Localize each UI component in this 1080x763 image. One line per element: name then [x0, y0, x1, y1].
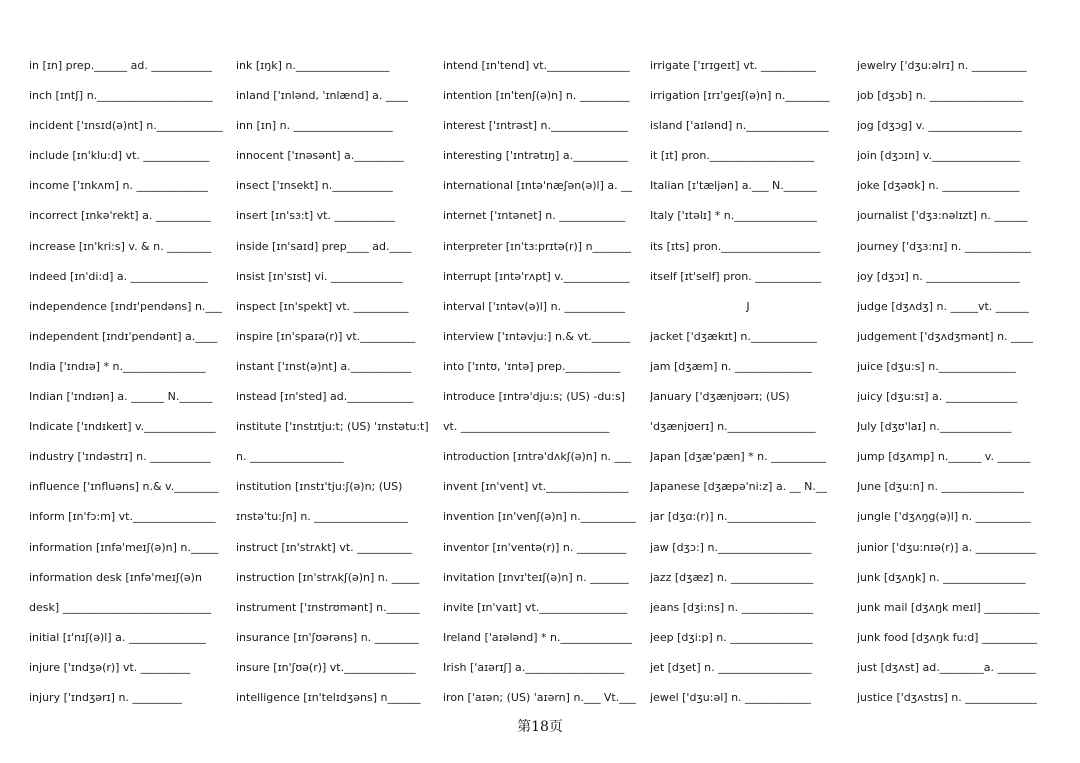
vocab-entry: joke [dʒəʊk] n. ______________: [857, 179, 1020, 193]
vocab-entry: inspire [ɪn'spaɪə(r)] vt.__________: [236, 329, 416, 343]
vocab-entry: it [ɪt] pron.___________________: [650, 149, 815, 163]
vocab-entry: institution [ɪnstɪ'tju:ʃ(ə)n; (US): [236, 480, 403, 494]
vocab-entry: island ['aɪlənd] n._______________: [650, 119, 829, 133]
vocab-entry: internet ['ɪntənet] n. ____________: [443, 209, 626, 223]
vocab-entry: juice [dʒu:s] n.______________: [857, 359, 1016, 373]
vocab-entry: justice ['dʒʌstɪs] n. _____________: [857, 690, 1037, 704]
vocab-entry: Italy ['ɪtəlɪ] * n._______________: [650, 209, 817, 223]
vocab-entry: interesting ['ɪntrətɪŋ] a.__________: [443, 149, 629, 163]
vocab-entry: jacket ['dʒækɪt] n.____________: [650, 329, 817, 343]
vocab-entry: interpreter [ɪn'tɜ:prɪtə(r)] n_______: [443, 239, 632, 253]
vocab-entry: Japan [dʒæ'pæn] * n. __________: [650, 450, 827, 464]
vocab-entry: its [ɪts] pron.__________________: [650, 239, 821, 253]
vocab-entry: jam [dʒæm] n. ______________: [650, 359, 812, 373]
vocab-entry: insert [ɪn'sɜ:t] vt. ___________: [236, 209, 395, 223]
vocab-entry: influence ['ɪnfluəns] n.& v.________: [29, 480, 219, 494]
vocab-entry: inventor [ɪn'ventə(r)] n. _________: [443, 540, 627, 554]
vocab-entry: indeed [ɪn'di:d] a. ______________: [29, 269, 208, 283]
vocab-entry: introduce [ɪntrə'dju:s; (US) -du:s]: [443, 390, 626, 404]
vocab-entry: inspect [ɪn'spekt] vt. __________: [236, 299, 409, 313]
vocab-entry: insect ['ɪnsekt] n.___________: [236, 179, 393, 193]
vocab-entry: inland ['ɪnlənd, 'ɪnlænd] a. ____: [236, 89, 408, 103]
vocab-entry: jewelry ['dʒu:əlrɪ] n. __________: [857, 59, 1027, 72]
vocab-entry: Ireland ['aɪələnd] * n._____________: [443, 630, 632, 644]
vocab-entry: 'dʒænjʊerɪ] n.________________: [650, 420, 816, 434]
vocab-entry: junior ['dʒu:nɪə(r)] a. ___________: [857, 540, 1037, 554]
vocab-entry: itself [ɪt'self] pron. ____________: [650, 269, 822, 283]
column-3: [443, 56, 639, 718]
vocab-entry: jaw [dʒɔ:] n._________________: [650, 540, 812, 554]
vocab-entry: Indian ['ɪndɪən] a. ______ N.______: [29, 390, 213, 404]
vocab-entry: incident ['ɪnsɪd(ə)nt] n.____________: [29, 119, 223, 133]
vocab-entry: juicy [dʒu:sɪ] a. _____________: [857, 390, 1018, 404]
vocab-entry: income ['ɪnkʌm] n. _____________: [29, 179, 209, 193]
vocab-entry: inform [ɪn'fɔ:m] vt._______________: [29, 510, 216, 524]
column-1: [29, 56, 225, 718]
vocab-entry: jungle ['dʒʌŋg(ə)l] n. __________: [857, 510, 1031, 524]
vocab-entry: information [ɪnfə'meɪʃ(ə)n] n._____: [29, 540, 219, 554]
vocab-entry: intention [ɪn'tenʃ(ə)n] n. _________: [443, 89, 630, 103]
section-letter: J: [746, 299, 750, 313]
vocab-entry: inn [ɪn] n. __________________: [236, 119, 393, 133]
vocab-entry: in [ɪn] prep.______ ad. ___________: [29, 59, 212, 72]
vocab-entry: job [dʒɔb] n. _________________: [857, 89, 1024, 103]
vocab-entry: jar [dʒɑ:(r)] n.________________: [650, 510, 816, 524]
vocab-entry: Italian [ɪ'tæljən] a.___ N.______: [650, 179, 817, 193]
vocab-entry: joy [dʒɔɪ] n. _________________: [857, 269, 1020, 283]
vocab-entry: ink [ɪŋk] n._________________: [236, 59, 390, 72]
vocab-entry: Japanese [dʒæpə'ni:z] a. __ N.__: [650, 480, 827, 494]
vocab-entry: international [ɪntə'næʃən(ə)l] a. __: [443, 179, 633, 193]
vocab-entry: invitation [ɪnvɪ'teɪʃ(ə)n] n. _______: [443, 570, 629, 584]
vocab-entry: interest ['ɪntrəst] n.______________: [443, 119, 628, 133]
column-2: [236, 56, 436, 718]
vocab-entry: irrigate ['ɪrɪgeɪt] vt. __________: [650, 59, 817, 72]
column-4: [650, 56, 846, 718]
vocab-entry: join [dʒɔɪn] v.________________: [857, 149, 1020, 163]
vocab-entry: interview ['ɪntəvju:] n.& vt._______: [443, 329, 631, 343]
vocab-entry: insure [ɪn'ʃʊə(r)] vt._____________: [236, 660, 416, 674]
vocab-entry: invite [ɪn'vaɪt] vt.________________: [443, 600, 628, 614]
vocab-entry: ɪnstə'tu:ʃn] n. _________________: [236, 510, 408, 524]
vocab-entry: instruction [ɪn'strʌkʃ(ə)n] n. _____: [236, 570, 420, 584]
vocab-entry: January ['dʒænjʊərɪ; (US): [650, 390, 790, 404]
vocab-entry: Irish ['aɪərɪʃ] a.__________________: [443, 660, 625, 674]
vocab-entry: introduction [ɪntrə'dʌkʃ(ə)n] n. ___: [443, 450, 632, 464]
vocab-entry: vt. ___________________________: [443, 420, 610, 434]
vocab-entry: jeep [dʒi:p] n. _______________: [650, 630, 813, 644]
vocab-entry: inch [ɪntʃ] n._____________________: [29, 89, 213, 103]
vocab-entry: jump [dʒʌmp] n.______ v. ______: [857, 450, 1031, 464]
vocab-entry: independent [ɪndɪ'pendənt] a.____: [29, 329, 218, 343]
vocab-entry: initial [ɪ'nɪʃ(ə)l] a. ______________: [29, 630, 206, 644]
vocab-entry: interrupt [ɪntə'rʌpt] v.____________: [443, 269, 630, 283]
vocab-entry: insist [ɪn'sɪst] vi. _____________: [236, 269, 403, 283]
vocab-entry: into ['ɪntʊ, 'ɪntə] prep.__________: [443, 359, 621, 373]
vocab-entry: invention [ɪn'venʃ(ə)n] n.__________: [443, 510, 636, 524]
vocab-entry: innocent ['ɪnəsənt] a._________: [236, 149, 404, 163]
vocab-entry: information desk [ɪnfə'meɪʃ(ə)n: [29, 570, 202, 584]
vocab-entry: journey ['dʒɜ:nɪ] n. ____________: [857, 239, 1031, 253]
vocab-entry: instead [ɪn'sted] ad.____________: [236, 390, 414, 404]
vocab-entry: iron ['aɪən; (US) 'aɪərn] n.___ Vt.___: [443, 690, 636, 704]
vocab-entry: incorrect [ɪnkə'rekt] a. __________: [29, 209, 211, 223]
vocab-entry: intelligence [ɪn'telɪdʒəns] n______: [236, 690, 421, 704]
vocab-entry: India ['ɪndɪə] * n._______________: [29, 359, 206, 373]
page-number: 第18页: [517, 719, 563, 735]
vocab-entry: judge [dʒʌdʒ] n. _____vt. ______: [857, 299, 1029, 313]
vocab-entry: inside [ɪn'saɪd] prep____ ad.____: [236, 239, 412, 253]
vocab-entry: instant ['ɪnst(ə)nt] a.___________: [236, 359, 412, 373]
vocab-entry: independence [ɪndɪ'pendəns] n.___: [29, 299, 222, 313]
vocab-entry: jet [dʒet] n. _________________: [650, 660, 812, 674]
vocab-entry: irrigation [ɪrɪ'geɪʃ(ə)n] n.________: [650, 89, 830, 103]
vocab-entry: injure ['ɪndʒə(r)] vt. _________: [29, 660, 191, 674]
vocab-entry: junk food [dʒʌŋk fu:d] __________: [857, 630, 1037, 644]
vocab-entry: n. _________________: [236, 450, 344, 464]
vocab-entry: industry ['ɪndəstrɪ] n. ___________: [29, 450, 211, 464]
vocab-entry: insurance [ɪn'ʃʊərəns] n. ________: [236, 630, 419, 644]
vocab-entry: instruct [ɪn'strʌkt] vt. __________: [236, 540, 413, 554]
vocab-entry: include [ɪn'klu:d] vt. ____________: [29, 149, 210, 163]
vocab-entry: June [dʒu:n] n. _______________: [857, 480, 1024, 494]
vocab-entry: judgement ['dʒʌdʒmənt] n. ____: [857, 329, 1034, 343]
vocab-entry: jog [dʒɔg] v. _________________: [857, 119, 1022, 133]
vocab-entry: jazz [dʒæz] n. _______________: [650, 570, 814, 584]
vocab-entry: jeans [dʒi:ns] n. _____________: [650, 600, 814, 614]
vocab-entry: institute ['ɪnstɪtju:t; (US) 'ɪnstətu:t]: [236, 420, 429, 434]
vocab-entry: journalist ['dʒɜ:nəlɪzt] n. ______: [857, 209, 1028, 223]
vocab-entry: invent [ɪn'vent] vt._______________: [443, 480, 629, 494]
vocab-entry: instrument ['ɪnstrʊmənt] n.______: [236, 600, 420, 614]
vocab-entry: junk mail [dʒʌŋk meɪl] __________: [857, 600, 1040, 614]
vocab-entry: intend [ɪn'tend] vt._______________: [443, 59, 630, 72]
vocab-entry: increase [ɪn'kri:s] v. & n. ________: [29, 239, 212, 253]
vocab-entry: just [dʒʌst] ad.________a. _______: [857, 660, 1036, 674]
vocab-entry: Indicate ['ɪndɪkeɪt] v._____________: [29, 420, 216, 434]
vocab-entry: July [dʒʊ'laɪ] n._____________: [857, 420, 1012, 434]
vocab-entry: jewel ['dʒu:əl] n. ____________: [650, 690, 812, 704]
vocab-entry: desk] ___________________________: [29, 600, 212, 614]
vocab-entry: interval ['ɪntəv(ə)l] n. ___________: [443, 299, 626, 313]
vocab-entry: injury ['ɪndʒərɪ] n. _________: [29, 690, 182, 704]
vocab-entry: junk [dʒʌŋk] n. _______________: [857, 570, 1026, 584]
column-5: [857, 56, 1053, 718]
